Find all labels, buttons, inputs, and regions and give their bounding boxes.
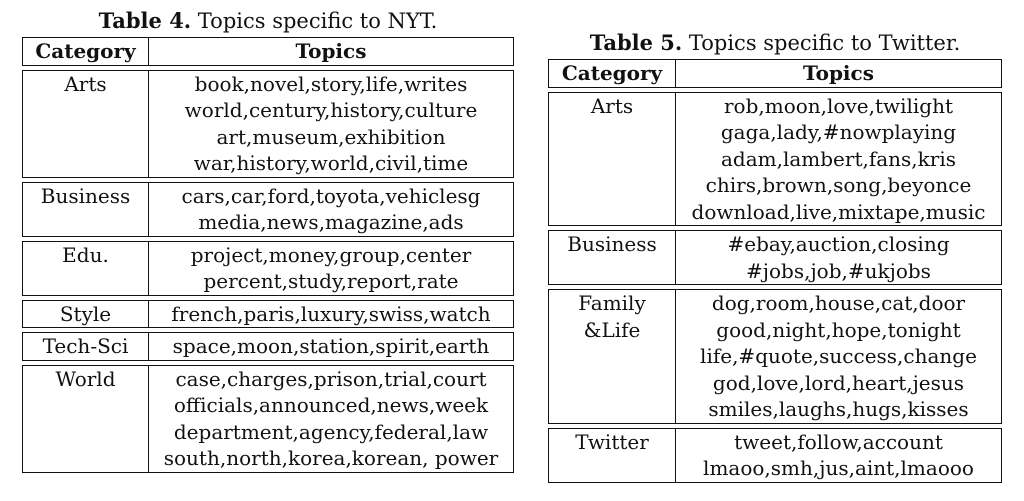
topic-line: adam,lambert,fans,kris (720, 146, 957, 171)
topics-cell (149, 242, 513, 295)
category-cell (549, 231, 676, 284)
topic-line: world,century,history,culture (184, 98, 478, 122)
topics-cell (149, 333, 513, 360)
topic-line: good,night,hope,tonight (716, 317, 961, 342)
topic-line: book,novel,story,life,writes (194, 71, 468, 96)
category-text: Family (578, 291, 646, 315)
category-text: Twitter (575, 429, 649, 454)
caption-text: Topics specific to Twitter. (682, 31, 961, 55)
caption-text: Topics specific to NYT. (191, 9, 438, 33)
topic-line: cars,car,ford,toyota,vehiclesg (181, 183, 481, 208)
category-header: Category (23, 38, 149, 65)
category-text: Arts (64, 71, 107, 96)
category-text: World (55, 366, 116, 391)
category-cell (23, 366, 149, 472)
table-row (22, 241, 514, 296)
category-text: Edu. (62, 242, 109, 267)
category-text: &Life (583, 317, 641, 342)
table-row (548, 289, 1002, 424)
topic-line: life,#quote,success,change (700, 344, 977, 368)
topic-line: case,charges,prison,trial,court (175, 366, 487, 391)
topic-line: media,news,magazine,ads (198, 210, 464, 234)
nyt-topics-table (22, 8, 514, 477)
topics-cell (149, 183, 513, 236)
topic-line: department,agency,federal,law (173, 419, 489, 444)
topic-line: #ebay,auction,closing (727, 232, 950, 256)
header-row (548, 59, 1002, 88)
category-text: Arts (590, 93, 634, 118)
topics-cell (676, 290, 1001, 423)
table-body (22, 70, 514, 473)
category-text: Business (567, 232, 657, 256)
topic-line: #jobs,job,#ukjobs (746, 258, 931, 283)
category-cell (549, 429, 676, 482)
topic-line: lmaoo,smh,jus,aint,lmaooo (703, 456, 974, 480)
table-row (22, 300, 514, 329)
table-row (548, 92, 1002, 227)
topic-line: tweet,follow,account (734, 429, 943, 454)
category-text: Style (59, 301, 112, 326)
category-cell (23, 242, 149, 295)
topic-line: god,love,lord,heart,jesus (712, 370, 965, 395)
topic-line: space,moon,station,spirit,earth (172, 334, 490, 358)
topics-cell (676, 429, 1001, 482)
table-number: Table 5. (589, 30, 683, 55)
header-row (22, 37, 514, 66)
category-header: Category (549, 60, 676, 87)
topic-line: art,museum,exhibition (216, 124, 446, 149)
topics-header: Topics (295, 39, 367, 63)
category-cell (23, 183, 149, 236)
topics-cell (149, 301, 513, 328)
category-cell (23, 301, 149, 328)
topics-header: Topics (803, 61, 874, 85)
topic-line: project,money,group,center (190, 242, 472, 267)
twitter-topics-table (548, 30, 1002, 487)
table-row (22, 182, 514, 237)
table-number: Table 4. (98, 8, 192, 33)
category-text: Tech-Sci (42, 334, 129, 358)
table-row (548, 230, 1002, 285)
topic-line: french,paris,luxury,swiss,watch (171, 301, 491, 326)
topic-line: smiles,laughs,hugs,kisses (708, 397, 969, 421)
topics-cell (676, 231, 1001, 284)
topic-line: percent,study,report,rate (203, 269, 459, 293)
category-text: Business (40, 183, 131, 208)
topics-cell (676, 93, 1001, 226)
category-cell (23, 71, 149, 177)
topic-line: chirs,brown,song,beyonce (705, 173, 972, 197)
table-row (22, 70, 514, 178)
table-caption (22, 8, 514, 34)
table-row (22, 332, 514, 361)
topic-line: south,north,korea,korean, power (163, 446, 499, 470)
table-row (22, 365, 514, 473)
topics-cell (149, 366, 513, 472)
topic-line: gaga,lady,#nowplaying (720, 120, 957, 144)
topic-line: officials,announced,news,week (173, 393, 489, 417)
topic-line: dog,room,house,cat,door (711, 291, 966, 315)
category-cell (549, 290, 676, 423)
category-cell (549, 93, 676, 226)
table-row (548, 428, 1002, 483)
topics-cell (149, 71, 513, 177)
topic-line: war,history,world,civil,time (193, 151, 469, 175)
table-body (548, 92, 1002, 483)
table-caption (548, 30, 1002, 56)
category-cell (23, 333, 149, 360)
topic-line: download,live,mixtape,music (691, 199, 986, 224)
topic-line: rob,moon,love,twilight (723, 93, 954, 118)
